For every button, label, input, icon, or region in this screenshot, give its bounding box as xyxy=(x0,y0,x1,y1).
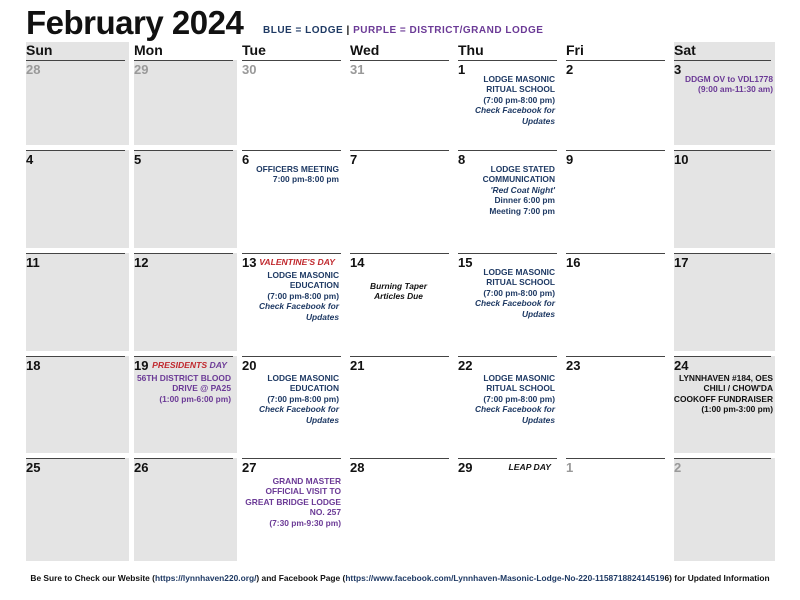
day-number: 21 xyxy=(350,358,365,373)
page-title: February 2024 xyxy=(26,4,244,41)
day-number: 10 xyxy=(674,152,689,167)
event-time: (7:00 pm-8:00 pm) xyxy=(267,393,339,404)
day-cell xyxy=(566,60,669,145)
event-title: OFFICERS MEETING xyxy=(256,164,339,174)
weekday-header-mon: Mon xyxy=(134,42,163,58)
event-time: (1:00 pm-6:00 pm) xyxy=(159,393,231,404)
event-title: LODGE MASONIC RITUAL SCHOOL xyxy=(483,74,555,95)
day-cell xyxy=(242,150,345,248)
event-ritual-school xyxy=(459,267,555,319)
event-time: 7:00 pm-8:00 pm xyxy=(272,174,339,185)
day-number: 23 xyxy=(566,358,581,373)
event-note: Check Facebook for Updates xyxy=(474,105,555,126)
day-number: 5 xyxy=(134,152,142,167)
event-burning-taper: Burning Taper Articles Due xyxy=(370,281,427,302)
day-number: 4 xyxy=(26,152,34,167)
event-meeting: Meeting 7:00 pm xyxy=(489,205,555,216)
event-officers-meeting xyxy=(243,164,339,185)
day-number: 15 xyxy=(458,255,473,270)
day-number: 2 xyxy=(566,62,574,77)
day-number: 28 xyxy=(350,460,365,475)
event-note: Check Facebook for Updates xyxy=(258,301,339,322)
day-number: 18 xyxy=(26,358,41,373)
weekday-header-thu: Thu xyxy=(458,42,484,58)
day-cell xyxy=(134,356,237,453)
event-time: (9:00 am-11:30 am) xyxy=(698,84,773,95)
event-ritual-school xyxy=(459,74,555,126)
footer-text: ) and Facebook Page ( xyxy=(256,573,346,583)
event-title: 56TH DISTRICT BLOOD DRIVE @ PA25 xyxy=(137,373,231,394)
event-time: (7:00 pm-8:00 pm) xyxy=(483,287,555,298)
holiday-label xyxy=(152,360,227,370)
weekday-header-sat: Sat xyxy=(674,42,775,60)
day-number: 19 xyxy=(134,358,149,373)
day-cell xyxy=(134,150,237,248)
event-note: Check Facebook for Updates xyxy=(258,404,339,425)
day-cell xyxy=(566,356,669,453)
legend-lodge: BLUE = LODGE xyxy=(263,25,344,36)
day-number: 29 xyxy=(458,460,473,475)
day-number: 27 xyxy=(242,460,257,475)
day-number: 16 xyxy=(566,255,581,270)
event-masonic-education xyxy=(243,270,339,322)
day-number: 30 xyxy=(242,62,257,77)
color-legend xyxy=(263,25,543,36)
legend-separator: | xyxy=(346,25,350,36)
day-number: 1 xyxy=(458,62,466,77)
day-number: 14 xyxy=(350,255,365,270)
day-number: 6 xyxy=(242,152,250,167)
day-cell xyxy=(134,458,237,561)
day-cell xyxy=(134,253,237,351)
day-number: 2 xyxy=(674,460,682,475)
day-number: 31 xyxy=(350,62,365,77)
day-cell xyxy=(134,60,237,145)
day-number: 8 xyxy=(458,152,466,167)
event-note: Check Facebook for Updates xyxy=(474,298,555,319)
day-cell xyxy=(26,458,129,561)
day-cell xyxy=(350,356,453,453)
leap-day-label: LEAP DAY xyxy=(508,462,551,472)
day-cell xyxy=(26,60,129,145)
day-cell xyxy=(566,253,669,351)
weekday-header-tue: Tue xyxy=(242,42,266,58)
day-cell xyxy=(458,253,561,351)
day-number: 22 xyxy=(458,358,473,373)
event-title: LODGE STATED COMMUNICATION xyxy=(482,164,555,185)
day-number: 11 xyxy=(26,255,40,270)
day-number: 29 xyxy=(134,62,149,77)
event-title: LYNNHAVEN #184, OES CHILI / CHOW'DA COOKOFF FUNDRAISER xyxy=(673,373,773,404)
day-cell xyxy=(350,60,453,145)
day-number: 13 xyxy=(242,255,257,270)
holiday-label: VALENTINE'S DAY xyxy=(259,257,335,267)
weekday-header-wed: Wed xyxy=(350,42,380,58)
facebook-link[interactable]: https://www.facebook.com/Lynnhaven-Masonic-Lodge-No-220-115871882414519 xyxy=(345,573,665,583)
event-ddgm-visit xyxy=(677,74,773,95)
event-dinner: Dinner 6:00 pm xyxy=(494,195,555,206)
event-chili-cookoff xyxy=(669,373,773,415)
event-time: (7:00 pm-8:00 pm) xyxy=(483,94,555,105)
day-cell xyxy=(458,60,561,145)
event-note: Check Facebook for Updates xyxy=(474,404,555,425)
day-cell xyxy=(350,458,453,561)
day-cell xyxy=(566,458,669,561)
day-number: 20 xyxy=(242,358,257,373)
event-title: GRAND MASTER OFFICIAL VISIT TO GREAT BRIDGE LODGE NO. 257 xyxy=(245,476,341,518)
day-cell xyxy=(674,60,775,145)
footer-text: 6) for Updated Information xyxy=(664,573,770,583)
day-number: 26 xyxy=(134,460,149,475)
day-cell xyxy=(674,458,775,561)
day-cell xyxy=(458,150,561,248)
event-time: (7:00 pm-8:00 pm) xyxy=(483,393,555,404)
day-cell xyxy=(26,150,129,248)
day-number: 9 xyxy=(566,152,574,167)
event-masonic-education xyxy=(243,373,339,425)
event-subtitle: 'Red Coat Night' xyxy=(490,184,555,195)
day-cell xyxy=(242,458,345,561)
event-time: (1:00 pm-3:00 pm) xyxy=(701,404,773,415)
day-cell xyxy=(674,253,775,351)
day-cell xyxy=(350,253,453,351)
event-stated-communication xyxy=(459,164,555,216)
weekday-header-sun: Sun xyxy=(26,42,129,60)
holiday-label-part: PRESIDENTS xyxy=(152,360,208,370)
event-grand-master-visit xyxy=(237,476,341,528)
event-time: (7:00 pm-8:00 pm) xyxy=(267,290,339,301)
day-cell xyxy=(350,150,453,248)
event-time: (7:30 pm-9:30 pm) xyxy=(269,517,341,528)
day-cell xyxy=(458,356,561,453)
day-cell xyxy=(458,458,561,561)
day-number: 17 xyxy=(674,255,689,270)
weekday-header-fri: Fri xyxy=(566,42,584,58)
day-number: 7 xyxy=(350,152,358,167)
day-cell xyxy=(674,356,775,453)
day-cell xyxy=(674,150,775,248)
footer-text: Be Sure to Check our Website ( xyxy=(30,573,155,583)
event-title: LODGE MASONIC EDUCATION xyxy=(267,270,339,291)
day-number: 28 xyxy=(26,62,41,77)
website-link[interactable]: https://lynnhaven220.org/ xyxy=(154,573,257,583)
day-number: 12 xyxy=(134,255,149,270)
day-number: 3 xyxy=(674,62,682,77)
event-title: LODGE MASONIC RITUAL SCHOOL xyxy=(483,373,555,394)
event-title: LODGE MASONIC EDUCATION xyxy=(267,373,339,394)
footer-note xyxy=(0,573,800,583)
event-blood-drive xyxy=(135,373,231,404)
event-title: LODGE MASONIC RITUAL SCHOOL xyxy=(483,267,555,288)
event-title: DDGM OV to VDL1778 xyxy=(685,74,773,84)
day-cell xyxy=(26,356,129,453)
holiday-label-part: DAY xyxy=(209,360,227,370)
legend-district: PURPLE = DISTRICT/GRAND LODGE xyxy=(353,25,544,36)
day-cell xyxy=(242,356,345,453)
day-cell xyxy=(242,253,345,351)
event-ritual-school xyxy=(459,373,555,425)
day-number: 24 xyxy=(674,358,689,373)
day-cell xyxy=(566,150,669,248)
day-number: 25 xyxy=(26,460,41,475)
day-cell xyxy=(242,60,345,145)
day-number: 1 xyxy=(566,460,574,475)
day-cell xyxy=(26,253,129,351)
